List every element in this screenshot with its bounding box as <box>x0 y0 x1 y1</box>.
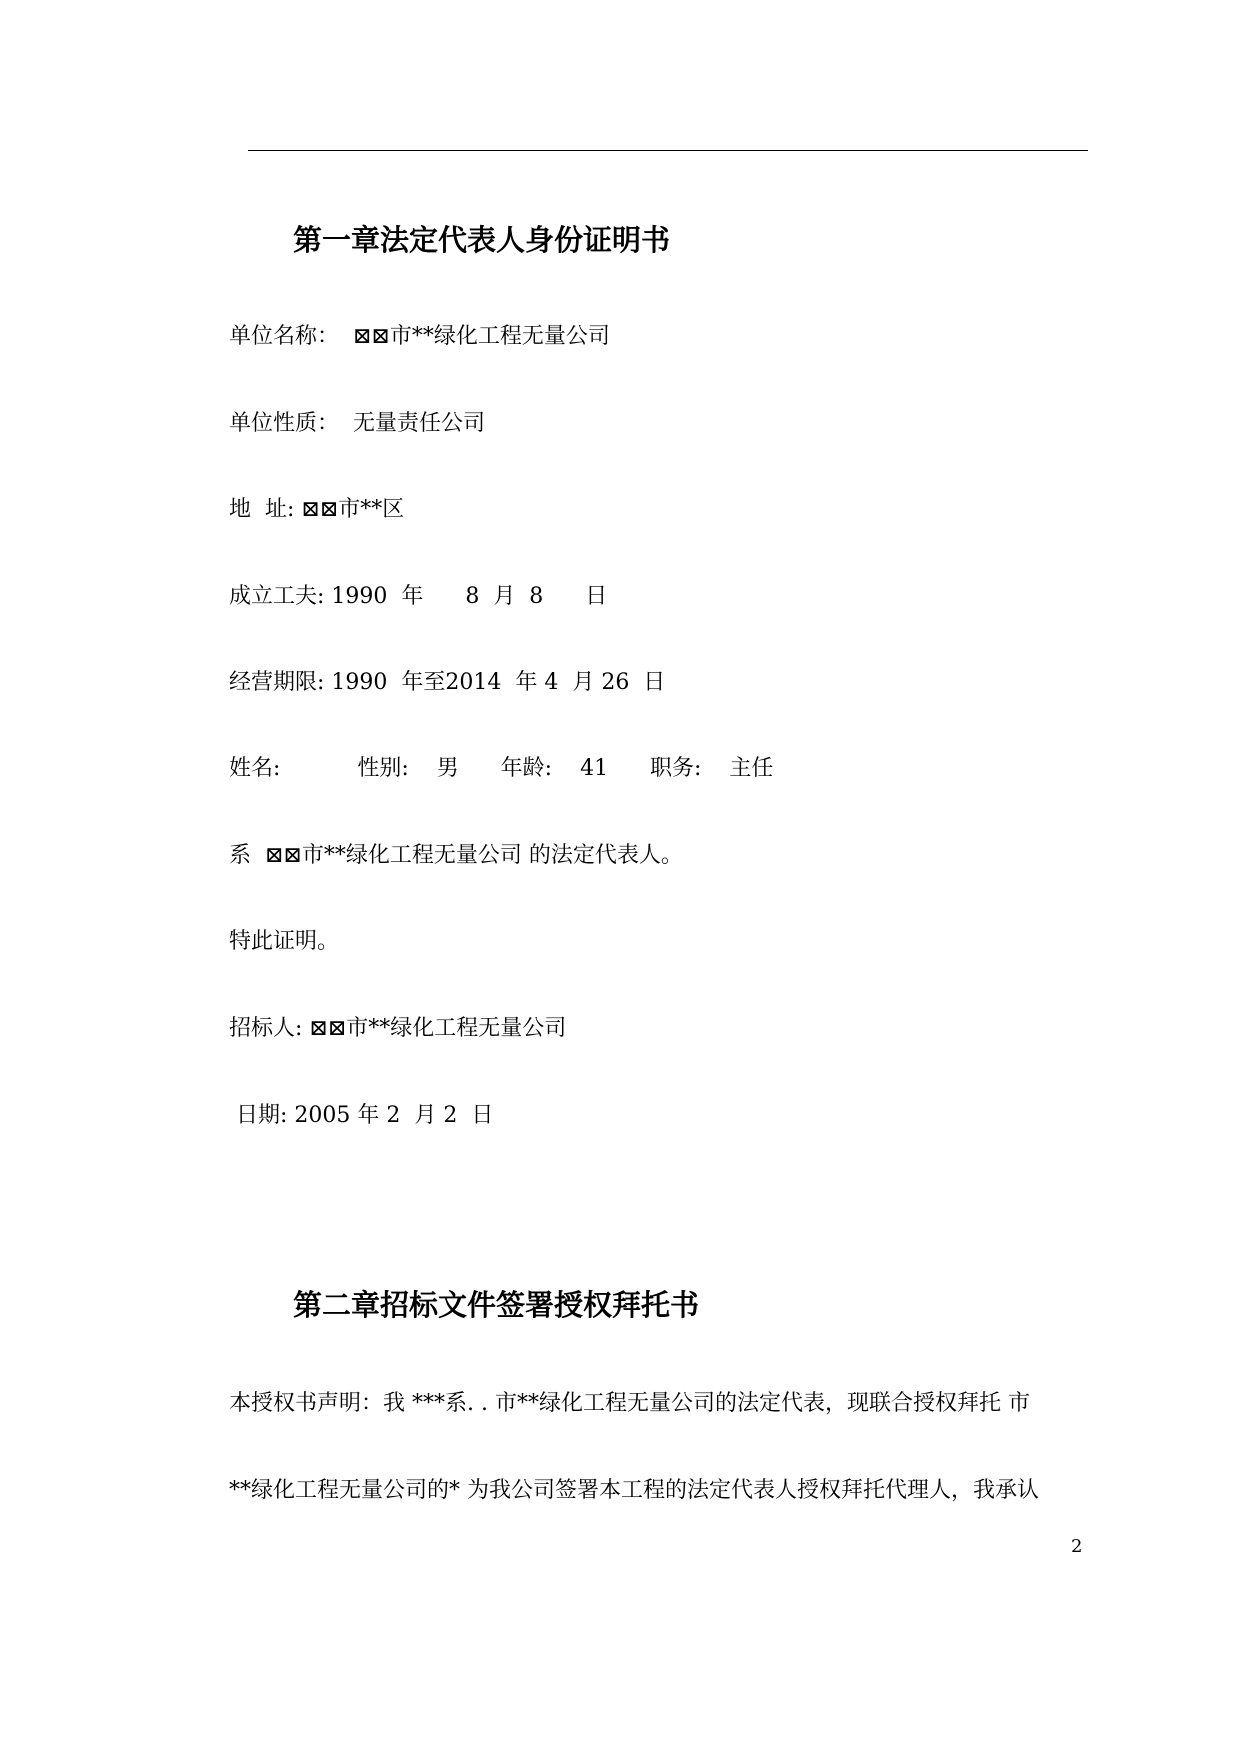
authorization-line-1: 本授权书声明：我 ***系. . 市**绿化工程无量公司的法定代表，现联合授权拜托 市 <box>229 1391 1030 1416</box>
unit-name-line: 单位名称： ⊠⊠市**绿化工程无量公司 <box>229 324 610 349</box>
page-number: 2 <box>1071 1536 1083 1557</box>
tenderer-line: 招标人: ⊠⊠市**绿化工程无量公司 <box>229 1016 567 1041</box>
operating-period-line: 经营期限: 1990 年至2014 年 4 月 26 日 <box>229 670 666 695</box>
date-line: 日期: 2005 年 2 月 2 日 <box>229 1103 494 1128</box>
person-info-line: 姓名: 性别: 男 年龄: 41 职务: 主任 <box>229 756 774 781</box>
chapter2-title: 第二章招标文件签署授权拜托书 <box>293 1288 700 1322</box>
chapter1-title: 第一章法定代表人身份证明书 <box>293 223 671 257</box>
statement-line: 系 ⊠⊠市**绿化工程无量公司 的法定代表人。 <box>229 843 683 868</box>
address-line: 地 址: ⊠⊠市**区 <box>229 497 405 522</box>
established-line: 成立工夫: 1990 年 8 月 8 日 <box>229 584 608 609</box>
header-rule <box>248 150 1088 151</box>
certify-line: 特此证明。 <box>229 929 340 954</box>
unit-type-line: 单位性质： 无量责任公司 <box>229 411 485 436</box>
authorization-line-2: **绿化工程无量公司的* 为我公司签署本工程的法定代表人授权拜托代理人，我承认 <box>229 1478 1039 1503</box>
